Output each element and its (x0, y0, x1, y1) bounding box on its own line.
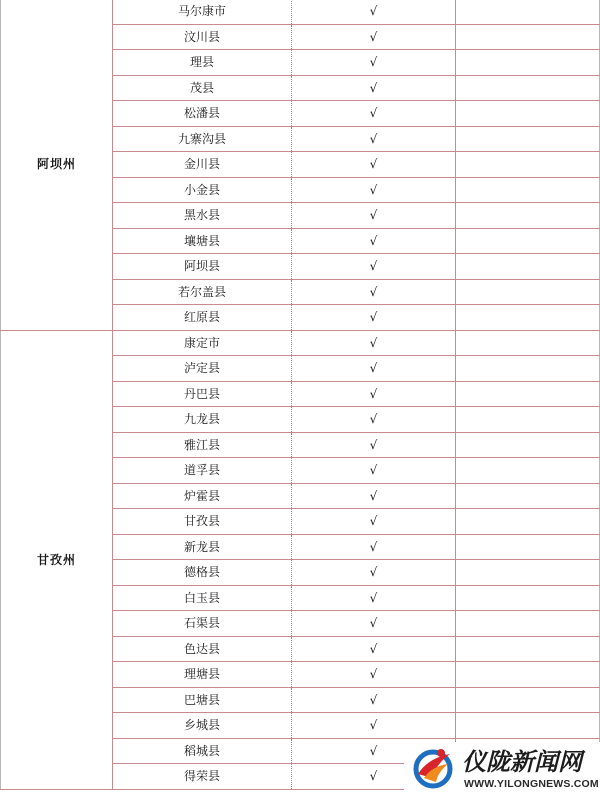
county-name-cell: 阿坝县 (113, 254, 292, 280)
empty-cell (456, 0, 600, 24)
check-mark-cell: √ (292, 560, 456, 586)
empty-cell (456, 432, 600, 458)
empty-cell (456, 254, 600, 280)
empty-cell (456, 305, 600, 331)
yilong-news-logo-icon (410, 744, 456, 790)
check-mark-cell: √ (292, 662, 456, 688)
watermark-title: 仪陇新闻网 (462, 747, 582, 776)
empty-cell (456, 662, 600, 688)
county-name-cell: 若尔盖县 (113, 279, 292, 305)
check-mark-cell: √ (292, 228, 456, 254)
check-mark-cell: √ (292, 279, 456, 305)
county-name-cell: 黑水县 (113, 203, 292, 229)
county-name-cell: 泸定县 (113, 356, 292, 382)
check-mark-cell: √ (292, 75, 456, 101)
county-name-cell: 色达县 (113, 636, 292, 662)
empty-cell (456, 458, 600, 484)
check-mark-cell: √ (292, 407, 456, 433)
county-name-cell: 稻城县 (113, 738, 292, 764)
check-mark-cell: √ (292, 101, 456, 127)
table-row (1, 0, 600, 24)
empty-cell (456, 356, 600, 382)
prefecture-cell: 甘孜州 (1, 330, 113, 789)
county-name-cell: 道孚县 (113, 458, 292, 484)
table-row (1, 330, 600, 356)
county-name-cell: 九寨沟县 (113, 126, 292, 152)
county-name-cell: 得荣县 (113, 764, 292, 790)
county-name-cell: 红原县 (113, 305, 292, 331)
county-table-body (1, 0, 600, 789)
empty-cell (456, 24, 600, 50)
empty-cell (456, 330, 600, 356)
check-mark-cell: √ (292, 50, 456, 76)
empty-cell (456, 687, 600, 713)
empty-cell (456, 483, 600, 509)
empty-cell (456, 279, 600, 305)
county-name-cell: 汶川县 (113, 24, 292, 50)
empty-cell (456, 509, 600, 535)
check-mark-cell: √ (292, 764, 456, 790)
county-name-cell: 甘孜县 (113, 509, 292, 535)
watermark-url: WWW.YILONGNEWS.COM (464, 778, 599, 790)
check-mark-cell: √ (292, 356, 456, 382)
county-name-cell: 理塘县 (113, 662, 292, 688)
check-mark-cell: √ (292, 687, 456, 713)
check-mark-cell: √ (292, 152, 456, 178)
county-name-cell: 金川县 (113, 152, 292, 178)
check-mark-cell: √ (292, 381, 456, 407)
empty-cell (456, 381, 600, 407)
check-mark-cell: √ (292, 432, 456, 458)
county-name-cell: 茂县 (113, 75, 292, 101)
check-mark-cell: √ (292, 636, 456, 662)
county-name-cell: 松潘县 (113, 101, 292, 127)
check-mark-cell: √ (292, 126, 456, 152)
empty-cell (456, 560, 600, 586)
empty-cell (456, 407, 600, 433)
empty-cell (456, 713, 600, 739)
check-mark-cell: √ (292, 713, 456, 739)
county-name-cell: 康定市 (113, 330, 292, 356)
check-mark-cell: √ (292, 254, 456, 280)
county-name-cell: 九龙县 (113, 407, 292, 433)
empty-cell (456, 585, 600, 611)
check-mark-cell: √ (292, 509, 456, 535)
county-name-cell: 德格县 (113, 560, 292, 586)
check-mark-cell: √ (292, 177, 456, 203)
empty-cell (456, 203, 600, 229)
check-mark-cell: √ (292, 738, 456, 764)
empty-cell (456, 101, 600, 127)
empty-cell (456, 50, 600, 76)
county-name-cell: 丹巴县 (113, 381, 292, 407)
empty-cell (456, 126, 600, 152)
county-name-cell: 壤塘县 (113, 228, 292, 254)
watermark (404, 742, 600, 797)
empty-cell (456, 177, 600, 203)
check-mark-cell: √ (292, 305, 456, 331)
check-mark-cell: √ (292, 203, 456, 229)
empty-cell (456, 75, 600, 101)
county-name-cell: 石渠县 (113, 611, 292, 637)
county-name-cell: 小金县 (113, 177, 292, 203)
check-mark-cell: √ (292, 585, 456, 611)
empty-cell (456, 152, 600, 178)
empty-cell (456, 228, 600, 254)
check-mark-cell: √ (292, 330, 456, 356)
county-name-cell: 理县 (113, 50, 292, 76)
county-name-cell: 巴塘县 (113, 687, 292, 713)
empty-cell (456, 611, 600, 637)
check-mark-cell: √ (292, 611, 456, 637)
county-name-cell: 炉霍县 (113, 483, 292, 509)
county-name-cell: 乡城县 (113, 713, 292, 739)
county-name-cell: 白玉县 (113, 585, 292, 611)
empty-cell (456, 636, 600, 662)
county-name-cell: 雅江县 (113, 432, 292, 458)
county-name-cell: 马尔康市 (113, 0, 292, 24)
check-mark-cell: √ (292, 483, 456, 509)
check-mark-cell: √ (292, 458, 456, 484)
check-mark-cell: √ (292, 534, 456, 560)
check-mark-cell: √ (292, 24, 456, 50)
county-name-cell: 新龙县 (113, 534, 292, 560)
check-mark-cell: √ (292, 0, 456, 24)
prefecture-cell: 阿坝州 (1, 0, 113, 330)
empty-cell (456, 534, 600, 560)
